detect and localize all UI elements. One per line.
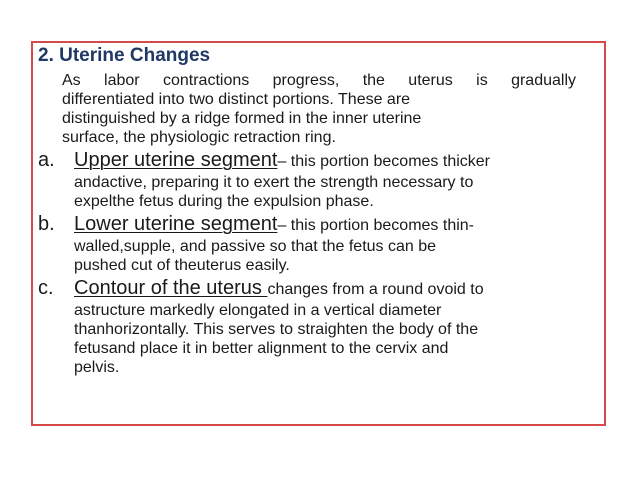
term-contour-of-uterus: Contour of the uterus xyxy=(74,277,268,299)
intro-line: surface, the physiologic retraction ring. xyxy=(62,129,336,146)
intro-line: As labor contractions progress, the uterus is gradually xyxy=(62,72,576,89)
list-marker: a. xyxy=(38,149,55,171)
list-marker: b. xyxy=(38,213,55,235)
term-description: – this portion becomes thicker xyxy=(277,153,490,170)
list-item-a xyxy=(38,149,598,211)
intro-line: distinguished by a ridge formed in the inner uterine xyxy=(62,110,422,127)
term-lower-uterine-segment: Lower uterine segment xyxy=(74,213,278,235)
term-description: – this portion becomes thin- xyxy=(277,217,474,234)
term-upper-uterine-segment: Upper uterine segment xyxy=(74,149,278,171)
list-item-line: andactive, preparing it to exert the strength necessary to xyxy=(74,174,474,191)
list-marker: c. xyxy=(38,277,54,299)
list-item-first-line xyxy=(74,149,598,173)
list-item-line: expelthe fetus during the expulsion phase. xyxy=(74,193,374,210)
list-item-line: fetusand place it in better alignment to the cervix and xyxy=(74,340,449,357)
intro-paragraph xyxy=(62,71,576,147)
list-item-line: pushed cut of theuterus easily. xyxy=(74,257,290,274)
list-item-line: thanhorizontally. This serves to straighten the body of the xyxy=(74,321,479,338)
term-description: changes from a round ovoid to xyxy=(267,281,484,298)
list-item-line: walled,supple, and passive so that the fetus can be xyxy=(74,238,437,255)
list-item-b xyxy=(38,213,598,275)
slide-heading: 2. Uterine Changes xyxy=(38,45,211,66)
list-item-c xyxy=(38,277,598,377)
list-item-line: astructure markedly elongated in a vertical diameter xyxy=(74,302,442,319)
list-item-first-line xyxy=(74,277,598,301)
slide-content xyxy=(38,44,598,377)
intro-line: differentiated into two distinct portions. These are xyxy=(62,91,411,108)
list-item-first-line xyxy=(74,213,598,237)
list-item-line: pelvis. xyxy=(74,359,120,376)
